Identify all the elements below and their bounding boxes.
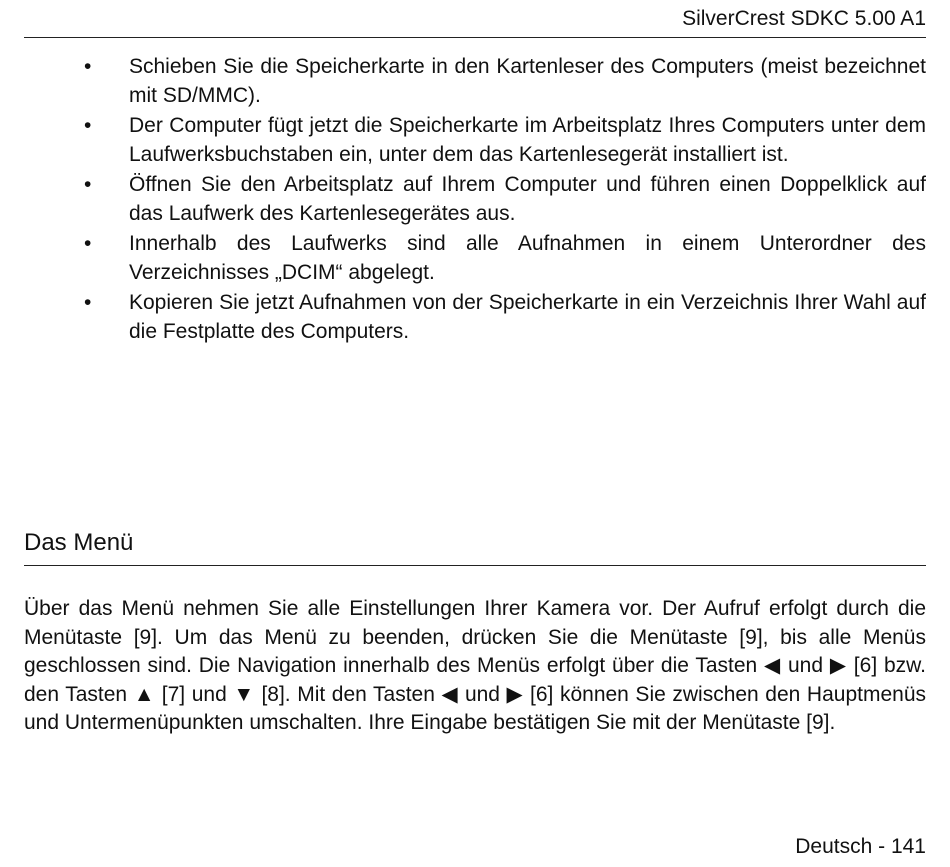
section-heading: Das Menü <box>24 529 134 556</box>
bullet-marker-icon: • <box>84 291 92 314</box>
section-divider <box>24 565 926 566</box>
bullet-text: Kopieren Sie jetzt Aufnahmen von der Speicherkarte in ein Verzeichnis Ihrer Wahl auf die Festplatte des Computers. <box>129 291 926 343</box>
bullet-text: Schieben Sie die Speicherkarte in den Kartenleser des Computers (meist bezeichnet mit SD/MMC). <box>129 55 926 107</box>
bullet-text: Öffnen Sie den Arbeitsplatz auf Ihrem Computer und führen einen Doppelklick auf das Laufwerk des Kartenlesegerätes aus. <box>129 173 926 225</box>
bullet-item <box>0 289 950 346</box>
bullet-marker-icon: • <box>84 55 92 78</box>
menu-description-paragraph: Über das Menü nehmen Sie alle Einstellungen Ihrer Kamera vor. Der Aufruf erfolgt durch die Menütaste [9]. Um das Menü zu beenden, drücken Sie die Menütaste [9], bis alle Menüs geschlossen sind. Die Navigation innerhalb des Menüs erfolgt über die Tasten ◀ und ▶ [6] bzw. den Tasten ▲ [7] und ▼ [8]. Mit den Tasten ◀ und ▶ [6] können Sie zwischen den Hauptmenüs und Untermenüpunkten umschalten. Ihre Eingabe bestätigen Sie mit der Menütaste [9]. <box>24 597 926 734</box>
bullet-text: Der Computer fügt jetzt die Speicherkarte im Arbeitsplatz Ihres Computers unter dem Laufwerksbuchstaben ein, unter dem das Kartenlesegerät installiert ist. <box>129 114 926 166</box>
bullet-marker-icon: • <box>84 173 92 196</box>
bullet-item <box>0 230 950 287</box>
bullet-item <box>0 171 950 228</box>
bullet-marker-icon: • <box>84 232 92 255</box>
bullet-item <box>0 112 950 169</box>
running-header-title: SilverCrest SDKC 5.00 A1 <box>682 7 926 30</box>
page-footer-number: Deutsch - 141 <box>795 835 926 858</box>
header-divider <box>24 37 926 38</box>
bullet-text: Innerhalb des Laufwerks sind alle Aufnahmen in einem Unterordner des Verzeichnisses „DCIM“ abgelegt. <box>129 232 926 284</box>
bullet-marker-icon: • <box>84 114 92 137</box>
bullet-item <box>0 53 950 110</box>
instruction-bullet-list <box>0 53 950 348</box>
